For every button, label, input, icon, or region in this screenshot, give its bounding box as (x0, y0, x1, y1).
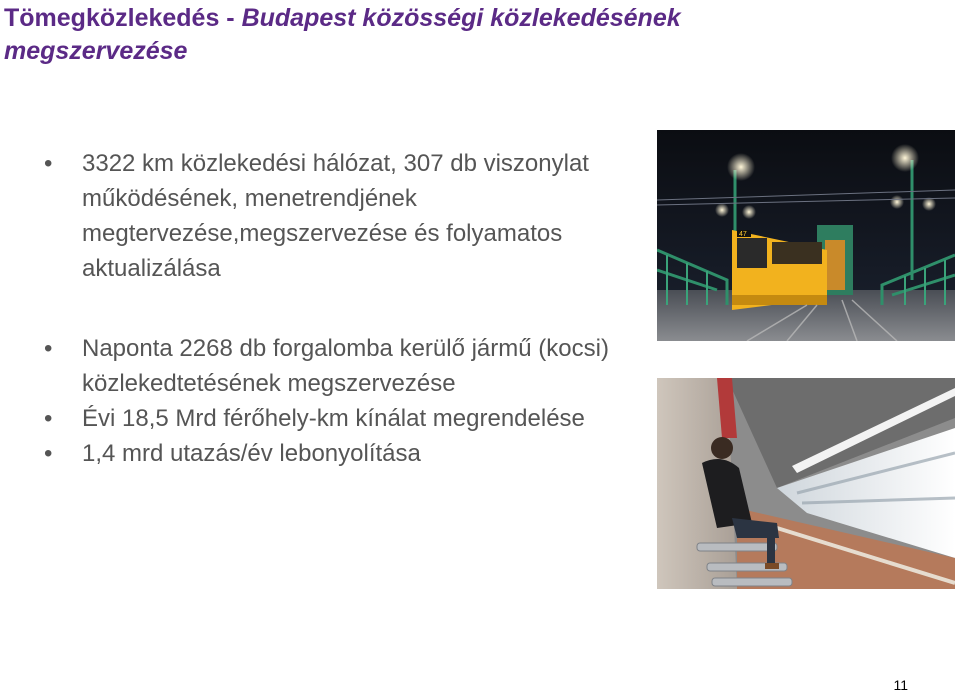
slide-title-subtitle: Budapest közösségi közlekedésének megszervezése (4, 4, 681, 65)
bullet-text: Naponta 2268 db forgalomba kerülő jármű (kocsi) közlekedtetésének megszervezése (82, 335, 609, 397)
tram-bridge-photo (657, 130, 955, 341)
bullet-text: 1,4 mrd utazás/év lebonyolítása (82, 440, 421, 467)
metro-station-photo (657, 378, 955, 589)
bullet-dot-icon: • (44, 335, 53, 362)
bullet-item (44, 436, 644, 471)
bullet-item (44, 331, 644, 401)
bullet-dot-icon: • (44, 405, 53, 432)
bullet-list (44, 146, 644, 471)
bullet-item (44, 401, 644, 436)
bullet-text: 3322 km közlekedési hálózat, 307 db viszonylat működésének, menetrendjének megtervezése,megszervezése és folyamatos aktualizálása (82, 150, 589, 282)
bullet-dot-icon: • (44, 440, 53, 467)
bullet-item (44, 146, 644, 286)
slide-title-main: Tömegközlekedés - (4, 4, 242, 32)
bullet-text: Évi 18,5 Mrd férőhely-km kínálat megrendelése (82, 405, 585, 432)
tram-route-number: 47 (739, 231, 747, 238)
slide-title (4, 2, 684, 68)
bullet-dot-icon: • (44, 150, 53, 177)
page-number: 11 (893, 677, 908, 693)
